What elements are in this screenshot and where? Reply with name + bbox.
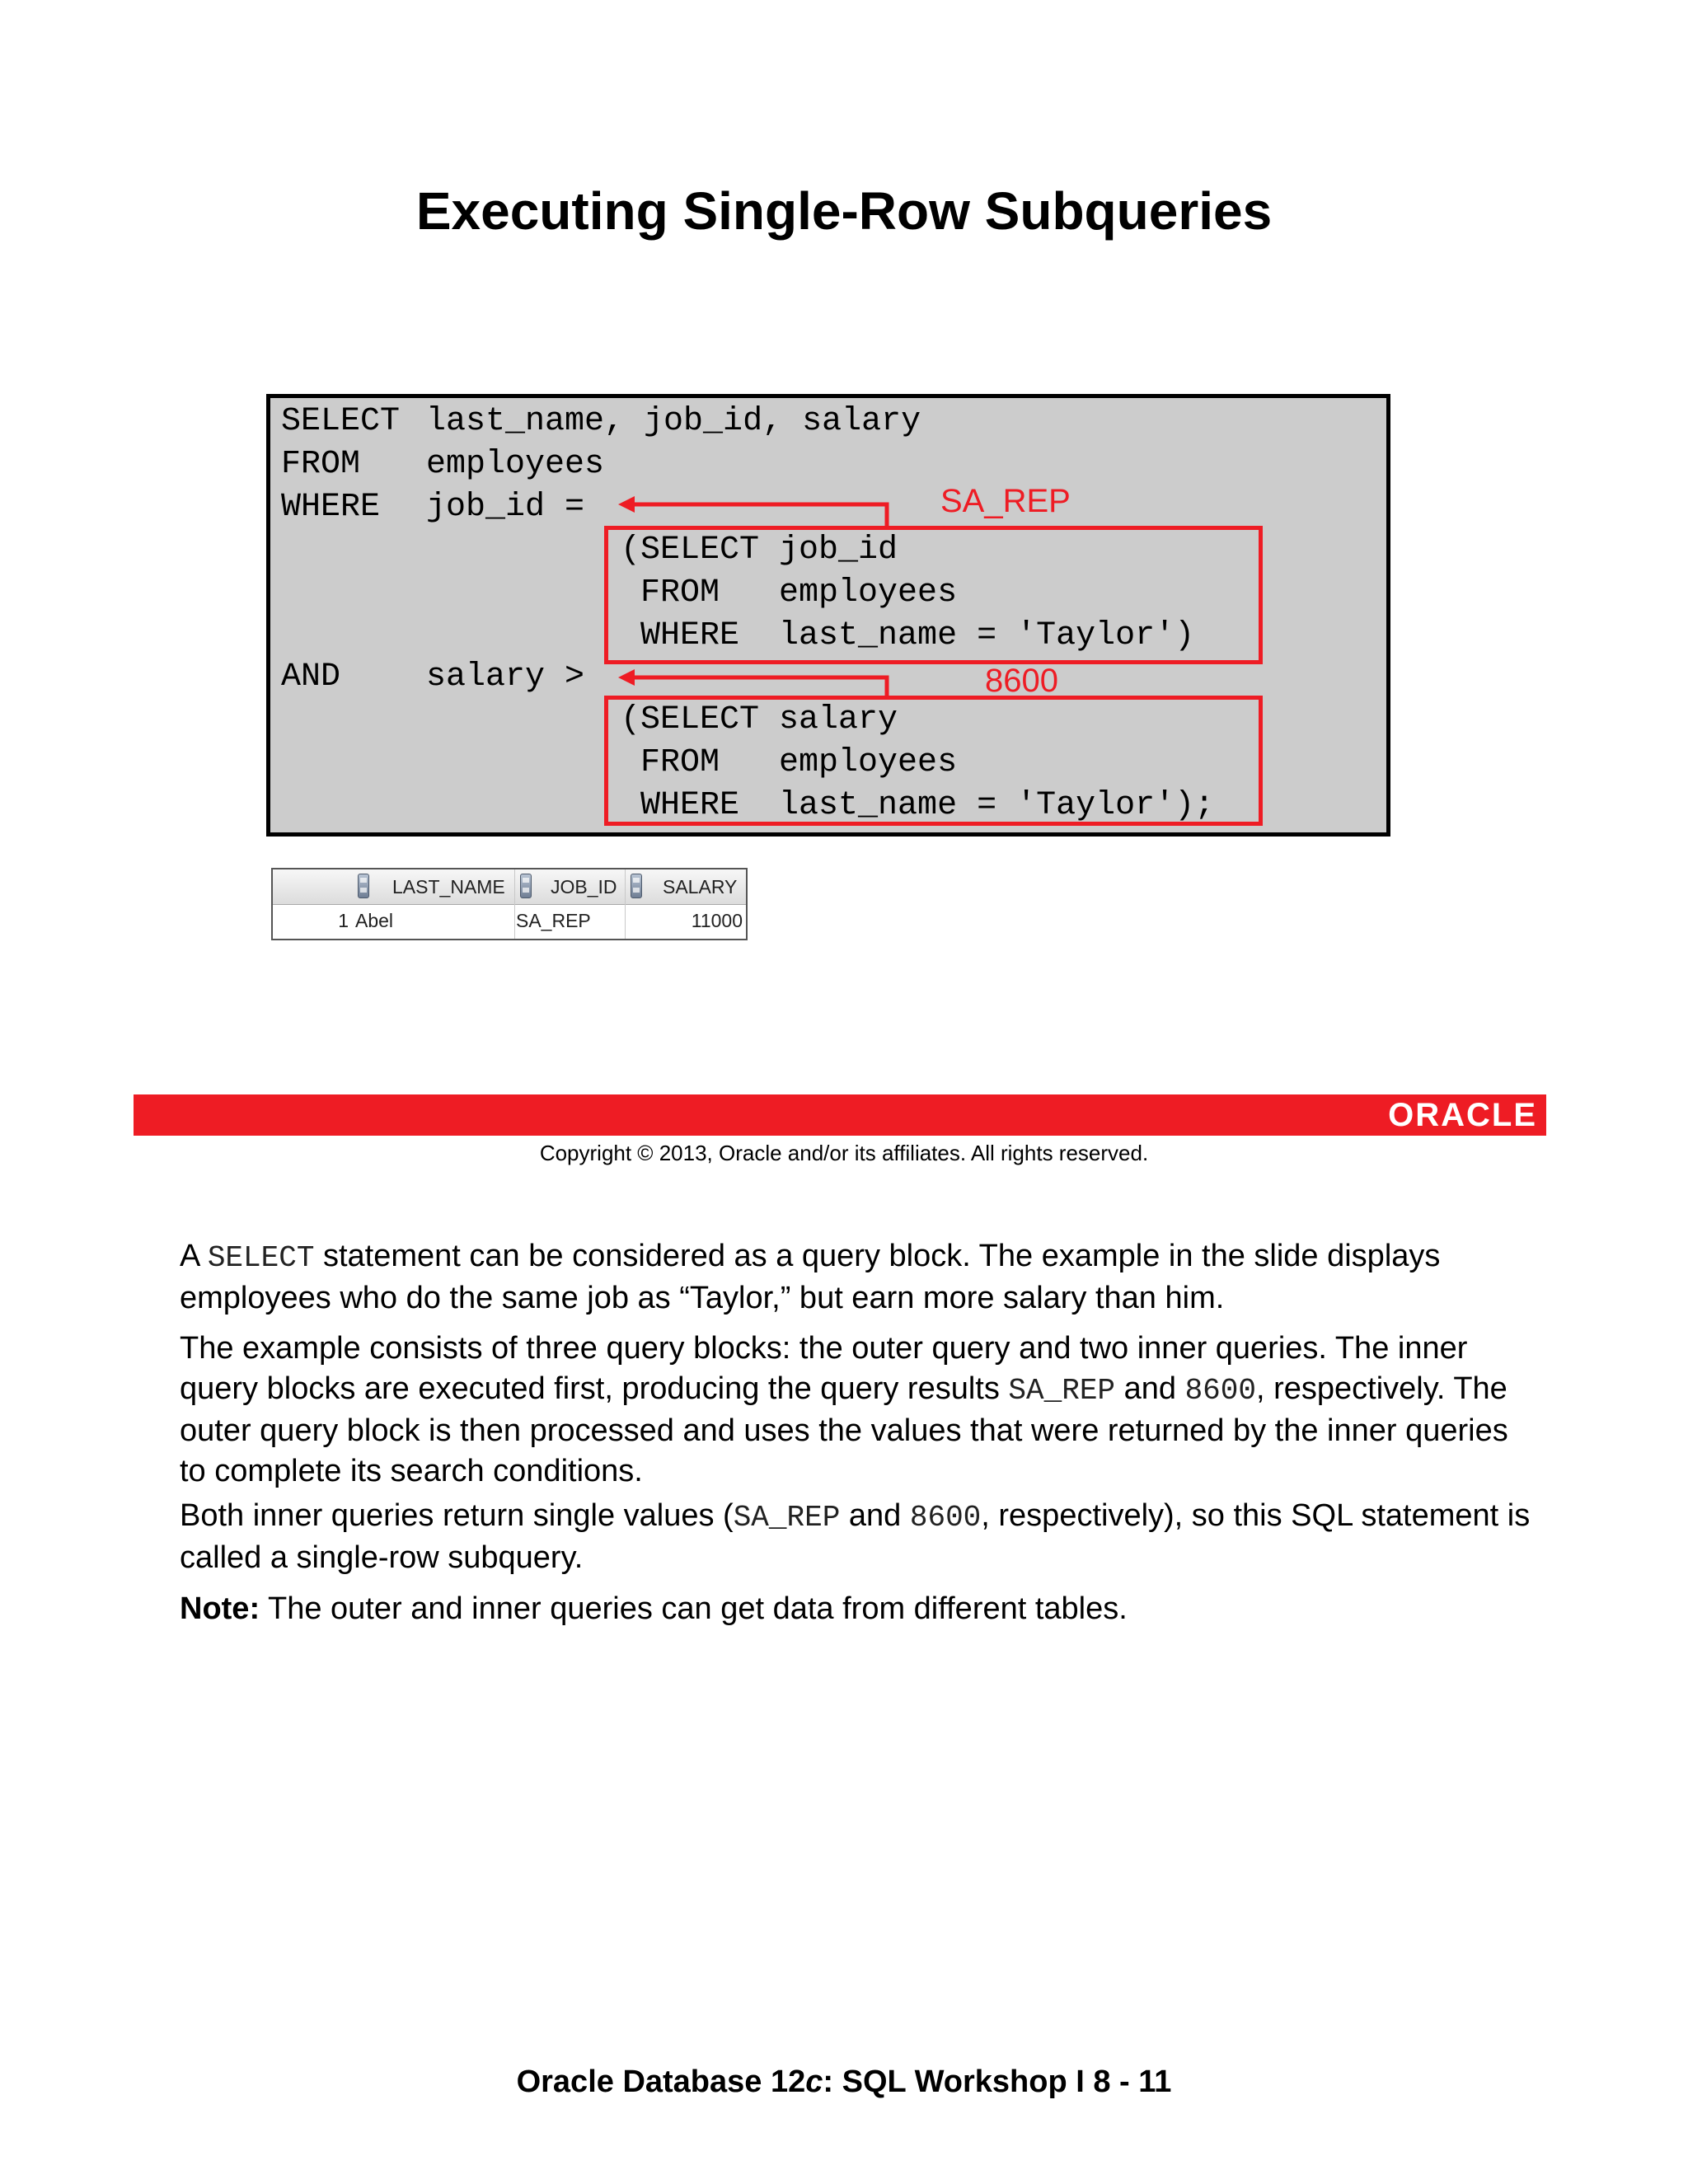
code-keyword-where: WHERE xyxy=(281,489,381,526)
inner-query-1-line-1: (SELECT job_id xyxy=(621,532,898,569)
inline-code: 8600 xyxy=(1184,1374,1256,1408)
inner-query-2-line-3: WHERE last_name = 'Taylor'); xyxy=(621,787,1215,824)
oracle-logo: ORACLE xyxy=(1388,1097,1537,1133)
code-where-condition: job_id = xyxy=(426,489,585,526)
slide-title: Executing Single-Row Subqueries xyxy=(415,181,1273,241)
inline-code: 8600 xyxy=(909,1501,982,1535)
column-header-job-id[interactable]: JOB_ID xyxy=(551,876,617,898)
inner-query-1-line-3: WHERE last_name = 'Taylor') xyxy=(621,617,1195,654)
cell-salary[interactable]: 11000 xyxy=(691,910,743,931)
result-grid xyxy=(271,868,748,940)
notes-paragraph-1: A SELECT statement can be considered as a query block. The example in the slide displays employees who do the same job as “Taylor,” but earn more salary than him. xyxy=(180,1239,1441,1315)
annotation-8600: 8600 xyxy=(985,663,1058,699)
column-header-salary[interactable]: SALARY xyxy=(663,876,738,898)
code-and-condition: salary > xyxy=(426,658,585,696)
code-keyword-select: SELECT xyxy=(281,403,401,440)
code-select-list: last_name, job_id, salary xyxy=(426,403,921,440)
inline-code: SA_REP xyxy=(1008,1374,1116,1408)
code-keyword-and: AND xyxy=(281,658,341,696)
arrow-head-2 xyxy=(618,669,635,686)
notes-paragraph-3: Both inner queries return single values (SA_REP and 8600, respectively), so this SQL statement is called a single-row subquery. xyxy=(180,1498,1531,1575)
sort-icon[interactable] xyxy=(520,874,532,898)
sort-icon[interactable] xyxy=(358,874,369,898)
inner-query-2-line-1: (SELECT salary xyxy=(621,701,898,738)
note-label: Note: xyxy=(180,1591,260,1626)
row-number: 1 xyxy=(338,910,349,931)
column-header-last-name[interactable]: LAST_NAME xyxy=(392,876,505,898)
sort-icon[interactable] xyxy=(631,874,642,898)
code-keyword-from: FROM xyxy=(281,446,361,483)
copyright-text: Copyright © 2013, Oracle and/or its affiliates. All rights reserved. xyxy=(539,1141,1149,1165)
cell-job-id[interactable]: SA_REP xyxy=(516,910,591,931)
page-footer: Oracle Database 12c: SQL Workshop I 8 - 11 xyxy=(516,2064,1172,2099)
column-separator xyxy=(514,869,515,939)
cell-last-name[interactable]: Abel xyxy=(355,910,394,931)
arrow-line-2 xyxy=(633,677,887,696)
oracle-footer-band xyxy=(134,1094,1546,1136)
inline-code: SELECT xyxy=(207,1241,315,1275)
inline-code: SA_REP xyxy=(733,1501,841,1535)
annotation-sa-rep: SA_REP xyxy=(940,483,1071,519)
column-separator xyxy=(625,869,626,939)
arrow-head-1 xyxy=(618,496,635,513)
inner-query-2-line-2: FROM employees xyxy=(621,744,958,781)
arrow-line-1 xyxy=(633,504,887,526)
notes-paragraph-2: The example consists of three query blocks: the outer query and two inner queries. The inner query blocks are executed first, producing the query results SA_REP and 8600, respectively. The outer query block is then processed and uses the values that were returned by the inner queries to complete its search conditions. xyxy=(180,1331,1508,1488)
result-arrows xyxy=(0,0,1688,907)
inner-query-1-line-2: FROM employees xyxy=(621,574,958,612)
notes-paragraph-note: Note: The outer and inner queries can get data from different tables. xyxy=(180,1591,1128,1626)
code-from-table: employees xyxy=(426,446,605,483)
